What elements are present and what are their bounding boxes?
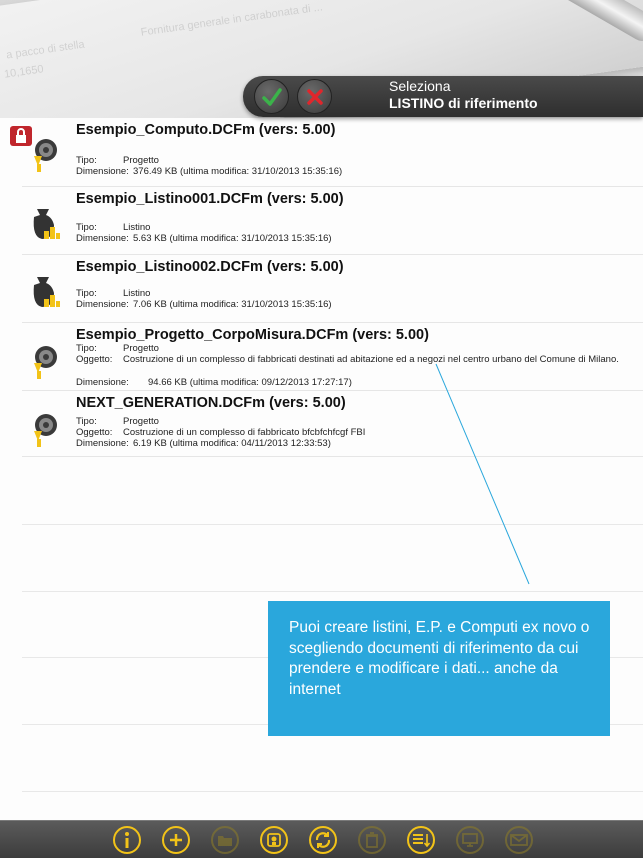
folder-icon xyxy=(217,833,233,847)
type-value: Listino xyxy=(123,288,151,299)
file-name: Esempio_Listino001.DCFm (vers: 5.00) xyxy=(76,191,344,207)
header-title: Seleziona xyxy=(389,78,451,94)
type-value: Progetto xyxy=(123,343,159,354)
type-label: Tipo: xyxy=(76,288,97,299)
header-subtitle: LISTINO di riferimento xyxy=(389,95,538,111)
monitor-icon xyxy=(461,832,479,848)
open-folder-button[interactable] xyxy=(211,826,239,854)
sync-icon xyxy=(314,831,332,849)
import-button[interactable] xyxy=(260,826,288,854)
subject-value: Costruzione di un complesso di fabbricato bfcbfchfcgf FBI xyxy=(123,427,366,438)
monitor-button[interactable] xyxy=(456,826,484,854)
file-name: Esempio_Listino002.DCFm (vers: 5.00) xyxy=(76,259,344,275)
paper-text: 10,1650 xyxy=(3,63,45,81)
size-value: 5.63 KB (ultima modifica: 31/10/2013 15:35:16) xyxy=(133,233,332,244)
type-label: Tipo: xyxy=(76,416,97,427)
type-value: Progetto xyxy=(123,416,159,427)
file-name: NEXT_GENERATION.DCFm (vers: 5.00) xyxy=(76,395,346,411)
subject-label: Oggetto: xyxy=(76,427,113,438)
size-label: Dimensione: xyxy=(76,438,129,449)
subject-value: Costruzione di un complesso di fabbricati destinati ad abitazione ed a negozi nel centro urbano del Comune di Milano. xyxy=(123,354,619,365)
type-label: Tipo: xyxy=(76,155,97,166)
size-label: Dimensione: xyxy=(76,233,129,244)
info-icon xyxy=(119,831,135,849)
delete-button[interactable] xyxy=(358,826,386,854)
trash-icon xyxy=(365,832,379,848)
info-button[interactable] xyxy=(113,826,141,854)
sync-button[interactable] xyxy=(309,826,337,854)
import-icon xyxy=(266,832,282,848)
add-icon xyxy=(168,832,184,848)
tip-text: Puoi creare listini, E.P. e Computi ex novo o scegliendo documenti di riferimento da cui prendere e modificare i dati... anche da internet xyxy=(289,619,590,698)
size-value: 376.49 KB (ultima modifica: 31/10/2013 15:35:16) xyxy=(133,166,343,177)
file-name: Esempio_Computo.DCFm (vers: 5.00) xyxy=(76,122,336,138)
tip-callout xyxy=(268,601,610,736)
type-value: Listino xyxy=(123,222,151,233)
mail-button[interactable] xyxy=(505,826,533,854)
mail-icon xyxy=(510,833,528,847)
size-label: Dimensione: xyxy=(76,377,129,388)
size-value: 6.19 KB (ultima modifica: 04/11/2013 12:33:53) xyxy=(133,438,331,449)
file-name: Esempio_Progetto_CorpoMisura.DCFm (vers: 5.00) xyxy=(76,327,429,343)
paper-text: Fornitura generale in carabonata di ... xyxy=(140,1,324,39)
size-value: 7.06 KB (ultima modifica: 31/10/2013 15:35:16) xyxy=(133,299,332,310)
paper-text: a pacco di stella xyxy=(5,38,86,62)
size-value: 94.66 KB (ultima modifica: 09/12/2013 17:27:17) xyxy=(148,377,352,388)
type-value: Progetto xyxy=(123,155,159,166)
type-label: Tipo: xyxy=(76,222,97,233)
size-label: Dimensione: xyxy=(76,166,129,177)
subject-label: Oggetto: xyxy=(76,354,113,365)
add-button[interactable] xyxy=(162,826,190,854)
sort-icon xyxy=(412,833,430,847)
sort-button[interactable] xyxy=(407,826,435,854)
bottom-toolbar xyxy=(0,820,643,858)
type-label: Tipo: xyxy=(76,343,97,354)
size-label: Dimensione: xyxy=(76,299,129,310)
